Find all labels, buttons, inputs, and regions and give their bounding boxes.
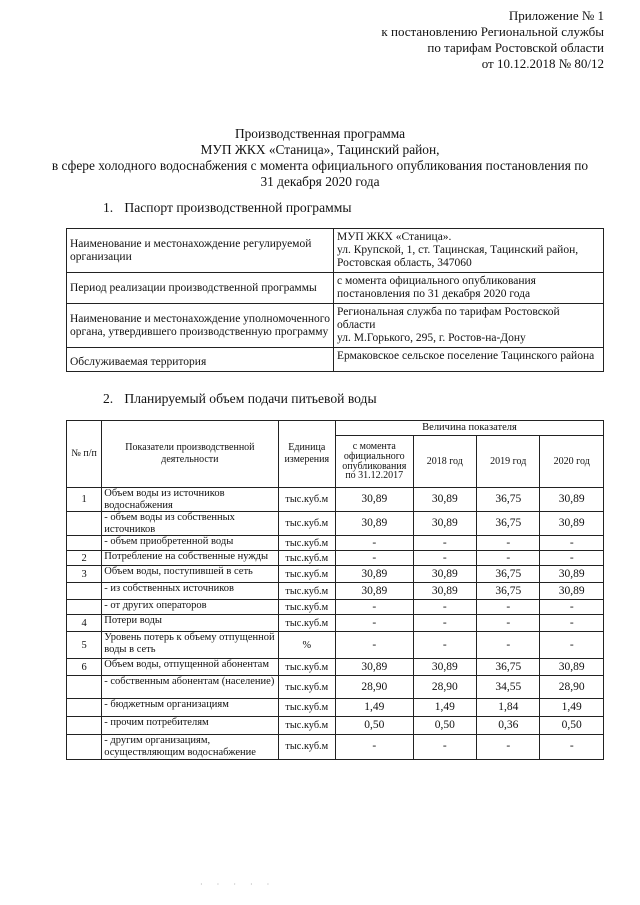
column-header-period: 2020 год: [540, 436, 604, 488]
value-cell: -: [413, 632, 476, 659]
unit-cell: тыс.куб.м: [278, 676, 335, 699]
unit-cell: тыс.куб.м: [278, 615, 335, 632]
value-cell: -: [413, 551, 476, 566]
value-cell: -: [413, 600, 476, 615]
value-cell: 28,90: [540, 676, 604, 699]
row-number: [67, 512, 102, 536]
section-number: 2.: [103, 391, 114, 406]
value-cell: -: [413, 536, 476, 551]
annex-line: к постановлению Региональной службы: [381, 24, 604, 39]
value-cell: 36,75: [477, 583, 540, 600]
table-row: [67, 735, 604, 759]
value-cell: -: [540, 551, 604, 566]
table-row: [67, 600, 604, 615]
passport-key: Наименование и местонахождение регулируемой организации: [67, 229, 334, 273]
value-cell: 36,75: [477, 566, 540, 583]
title-line: 31 декабря 2020 года: [260, 174, 380, 189]
table-row: [67, 551, 604, 566]
column-header-period: 2018 год: [413, 436, 476, 488]
passport-value-line: ул. М.Горького, 295, г. Ростов-на-Дону: [337, 332, 526, 344]
table-body: [67, 488, 604, 760]
unit-cell: тыс.куб.м: [278, 717, 335, 735]
value-cell: 28,90: [335, 676, 413, 699]
value-cell: 30,89: [413, 512, 476, 536]
value-cell: 30,89: [413, 488, 476, 512]
unit-cell: тыс.куб.м: [278, 735, 335, 759]
annex-heading: [381, 8, 604, 72]
table-row: [67, 536, 604, 551]
table-row: [67, 659, 604, 676]
table-row: [67, 229, 604, 273]
row-number: [67, 583, 102, 600]
indicator-name: Объем воды, поступившей в сеть: [102, 566, 278, 583]
value-cell: -: [335, 536, 413, 551]
value-cell: -: [477, 615, 540, 632]
column-header-period: 2019 год: [477, 436, 540, 488]
unit-cell: тыс.куб.м: [278, 659, 335, 676]
value-cell: -: [540, 632, 604, 659]
value-cell: -: [335, 632, 413, 659]
title-line: Производственная программа: [234, 126, 406, 141]
value-cell: -: [335, 735, 413, 759]
passport-value-line: МУП ЖКХ «Станица».: [337, 231, 452, 243]
indicator-name: Потери воды: [102, 615, 278, 632]
row-number: [67, 699, 102, 717]
column-header-unit: Единица измерения: [278, 421, 335, 488]
passport-value: [334, 304, 604, 348]
value-cell: 30,89: [540, 659, 604, 676]
value-cell: 0,50: [540, 717, 604, 735]
passport-table: [66, 228, 604, 372]
section-number: 1.: [103, 200, 114, 215]
value-cell: 1,49: [335, 699, 413, 717]
title-line: в сфере холодного водоснабжения с момента официального опубликования постановления по: [51, 158, 589, 173]
value-cell: -: [413, 615, 476, 632]
value-cell: -: [335, 551, 413, 566]
indicator-name: - из собственных источников: [102, 583, 278, 600]
value-cell: -: [477, 632, 540, 659]
value-cell: 1,49: [540, 699, 604, 717]
value-cell: 30,89: [540, 583, 604, 600]
value-cell: 30,89: [540, 488, 604, 512]
passport-value-line: Региональная служба по тарифам Ростовской области: [337, 306, 560, 331]
value-cell: 28,90: [413, 676, 476, 699]
indicator-name: - объем приобретенной воды: [102, 536, 278, 551]
passport-key: Период реализации производственной программы: [67, 273, 334, 304]
column-header-period: с момента официального опубликования по 31.12.2017: [335, 436, 413, 488]
column-header-no: № п/п: [67, 421, 102, 488]
value-cell: 30,89: [335, 488, 413, 512]
section-1-heading: [103, 200, 351, 216]
indicator-name: Объем воды, отпущенной абонентам: [102, 659, 278, 676]
value-cell: 30,89: [413, 566, 476, 583]
table-row: [67, 512, 604, 536]
table-row: [67, 615, 604, 632]
row-number: [67, 676, 102, 699]
value-cell: -: [477, 551, 540, 566]
value-cell: 1,84: [477, 699, 540, 717]
value-cell: 30,89: [335, 566, 413, 583]
passport-value: [334, 273, 604, 304]
table-row: [67, 717, 604, 735]
column-header-name: Показатели производственной деятельности: [102, 421, 278, 488]
table-row: [67, 632, 604, 659]
table-row: [67, 566, 604, 583]
value-cell: 36,75: [477, 659, 540, 676]
passport-key: Наименование и местонахождение уполномоченного органа, утвердившего производственную программу: [67, 304, 334, 348]
value-cell: 0,50: [335, 717, 413, 735]
scan-artifact: · · · · ·: [200, 880, 276, 889]
document-title: [0, 126, 640, 190]
indicator-name: - бюджетным организациям: [102, 699, 278, 717]
row-number: 4: [67, 615, 102, 632]
indicator-name: Объем воды из источников водоснабжения: [102, 488, 278, 512]
value-cell: 30,89: [540, 512, 604, 536]
indicator-name: - прочим потребителям: [102, 717, 278, 735]
table-row: [67, 676, 604, 699]
indicator-name: - объем воды из собственных источников: [102, 512, 278, 536]
value-cell: 0,36: [477, 717, 540, 735]
value-cell: 30,89: [335, 512, 413, 536]
unit-cell: тыс.куб.м: [278, 512, 335, 536]
row-number: 2: [67, 551, 102, 566]
value-cell: -: [335, 615, 413, 632]
indicator-name: - от других операторов: [102, 600, 278, 615]
row-number: [67, 600, 102, 615]
value-cell: -: [540, 615, 604, 632]
row-number: 1: [67, 488, 102, 512]
indicator-name: - другим организациям, осуществляющим водоснабжение: [102, 735, 278, 759]
unit-cell: тыс.куб.м: [278, 583, 335, 600]
value-cell: -: [540, 536, 604, 551]
indicator-name: Потребление на собственные нужды: [102, 551, 278, 566]
indicator-name: - собственным абонентам (население): [102, 676, 278, 699]
annex-line: Приложение № 1: [508, 8, 604, 23]
table-row: [67, 583, 604, 600]
value-cell: -: [477, 536, 540, 551]
indicator-name: Уровень потерь к объему отпущенной воды в сеть: [102, 632, 278, 659]
value-cell: -: [540, 735, 604, 759]
value-cell: 0,50: [413, 717, 476, 735]
passport-value-line: с момента официального опубликования постановления по 31 декабря 2020 года: [337, 275, 536, 300]
passport-value: [334, 229, 604, 273]
value-cell: -: [477, 735, 540, 759]
passport-key: Обслуживаемая территория: [67, 348, 334, 372]
row-number: 5: [67, 632, 102, 659]
table-row: [67, 348, 604, 372]
table-row: [67, 273, 604, 304]
passport-value: [334, 348, 604, 372]
unit-cell: тыс.куб.м: [278, 566, 335, 583]
value-cell: -: [477, 600, 540, 615]
passport-value-line: Ростовская область, 347060: [337, 257, 472, 269]
annex-line: от 10.12.2018 № 80/12: [481, 56, 604, 71]
passport-value-line: Ермаковское сельское поселение Тацинского района: [337, 350, 595, 362]
table-row: [67, 304, 604, 348]
title-line: МУП ЖКХ «Станица», Тацинский район,: [200, 142, 440, 157]
value-cell: 34,55: [477, 676, 540, 699]
row-number: [67, 536, 102, 551]
table-row: [67, 699, 604, 717]
value-cell: -: [540, 600, 604, 615]
row-number: 6: [67, 659, 102, 676]
section-2-heading: [103, 391, 377, 407]
value-cell: 36,75: [477, 488, 540, 512]
unit-cell: тыс.куб.м: [278, 551, 335, 566]
header-row: [67, 421, 604, 436]
value-cell: -: [335, 600, 413, 615]
passport-value-line: ул. Крупской, 1, ст. Тацинская, Тацинский район,: [337, 244, 579, 256]
value-cell: 30,89: [413, 659, 476, 676]
row-number: [67, 735, 102, 759]
unit-cell: %: [278, 632, 335, 659]
unit-cell: тыс.куб.м: [278, 600, 335, 615]
water-volume-table: [66, 420, 604, 760]
value-cell: 30,89: [335, 583, 413, 600]
value-cell: 36,75: [477, 512, 540, 536]
row-number: 3: [67, 566, 102, 583]
value-cell: 1,49: [413, 699, 476, 717]
column-header-group: Величина показателя: [335, 421, 603, 436]
unit-cell: тыс.куб.м: [278, 536, 335, 551]
value-cell: 30,89: [335, 659, 413, 676]
value-cell: -: [413, 735, 476, 759]
table-row: [67, 488, 604, 512]
value-cell: 30,89: [540, 566, 604, 583]
row-number: [67, 717, 102, 735]
unit-cell: тыс.куб.м: [278, 488, 335, 512]
value-cell: 30,89: [413, 583, 476, 600]
section-title: Планируемый объем подачи питьевой воды: [124, 391, 377, 406]
annex-line: по тарифам Ростовской области: [427, 40, 604, 55]
section-title: Паспорт производственной программы: [124, 200, 352, 215]
unit-cell: тыс.куб.м: [278, 699, 335, 717]
